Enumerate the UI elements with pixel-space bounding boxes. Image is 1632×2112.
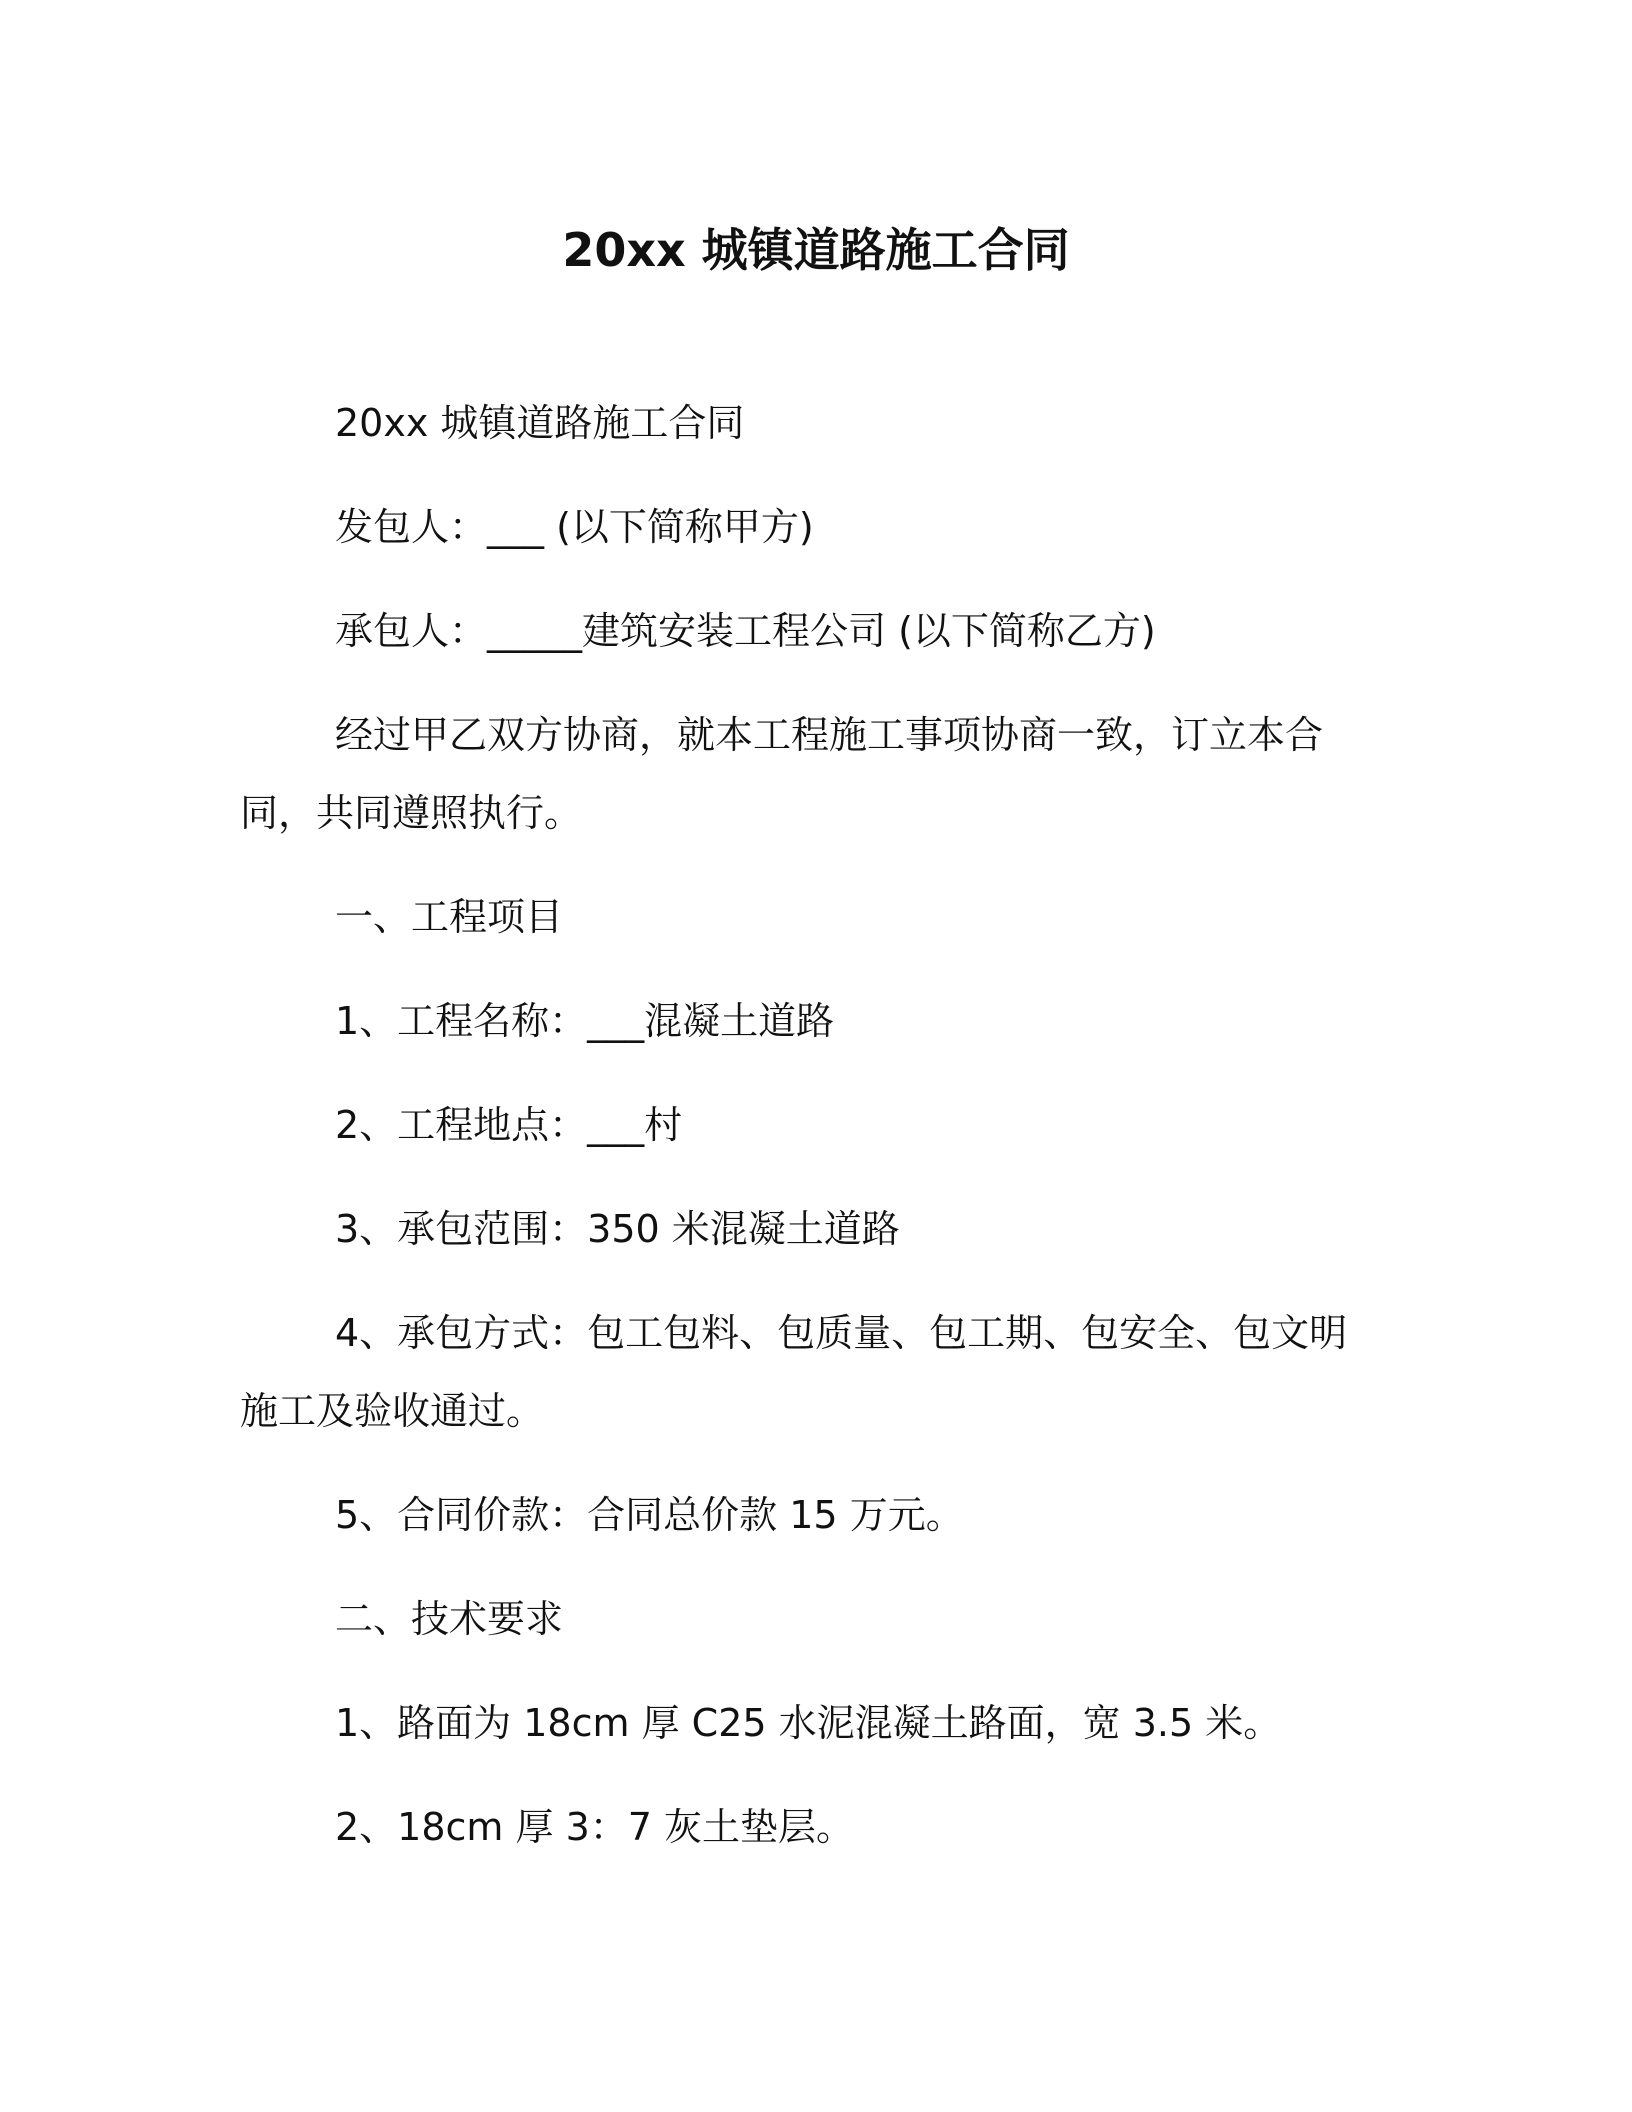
paragraph-project-location: 2、工程地点：___村 <box>335 1103 683 1147</box>
paragraph-contractor: 承包人：_____建筑安装工程公司 (以下简称乙方) <box>335 609 1156 653</box>
paragraph-contract-scope: 3、承包范围：350 米混凝土道路 <box>335 1207 900 1251</box>
paragraph-contract-method: 4、承包方式：包工包料、包质量、包工期、包安全、包文明施工及验收通过。 <box>240 1311 1348 1433</box>
section-heading-project: 一、工程项目 <box>335 895 564 939</box>
paragraph-cushion-layer: 2、18cm 厚 3：7 灰土垫层。 <box>335 1805 855 1849</box>
paragraph-contract-price: 5、合同价款：合同总价款 15 万元。 <box>335 1493 964 1537</box>
paragraph-road-surface: 1、路面为 18cm 厚 C25 水泥混凝土路面，宽 3.5 米。 <box>335 1701 1282 1745</box>
paragraph-project-name: 1、工程名称：___混凝土道路 <box>335 999 835 1043</box>
section-heading-technical: 二、技术要求 <box>335 1597 564 1641</box>
document-title: 20xx 城镇道路施工合同 <box>562 223 1070 277</box>
paragraph-preamble: 经过甲乙双方协商，就本工程施工事项协商一致，订立本合同，共同遵照执行。 <box>240 713 1324 835</box>
paragraph-subtitle: 20xx 城镇道路施工合同 <box>335 401 745 445</box>
paragraph-employer: 发包人：___ (以下简称甲方) <box>335 505 814 549</box>
